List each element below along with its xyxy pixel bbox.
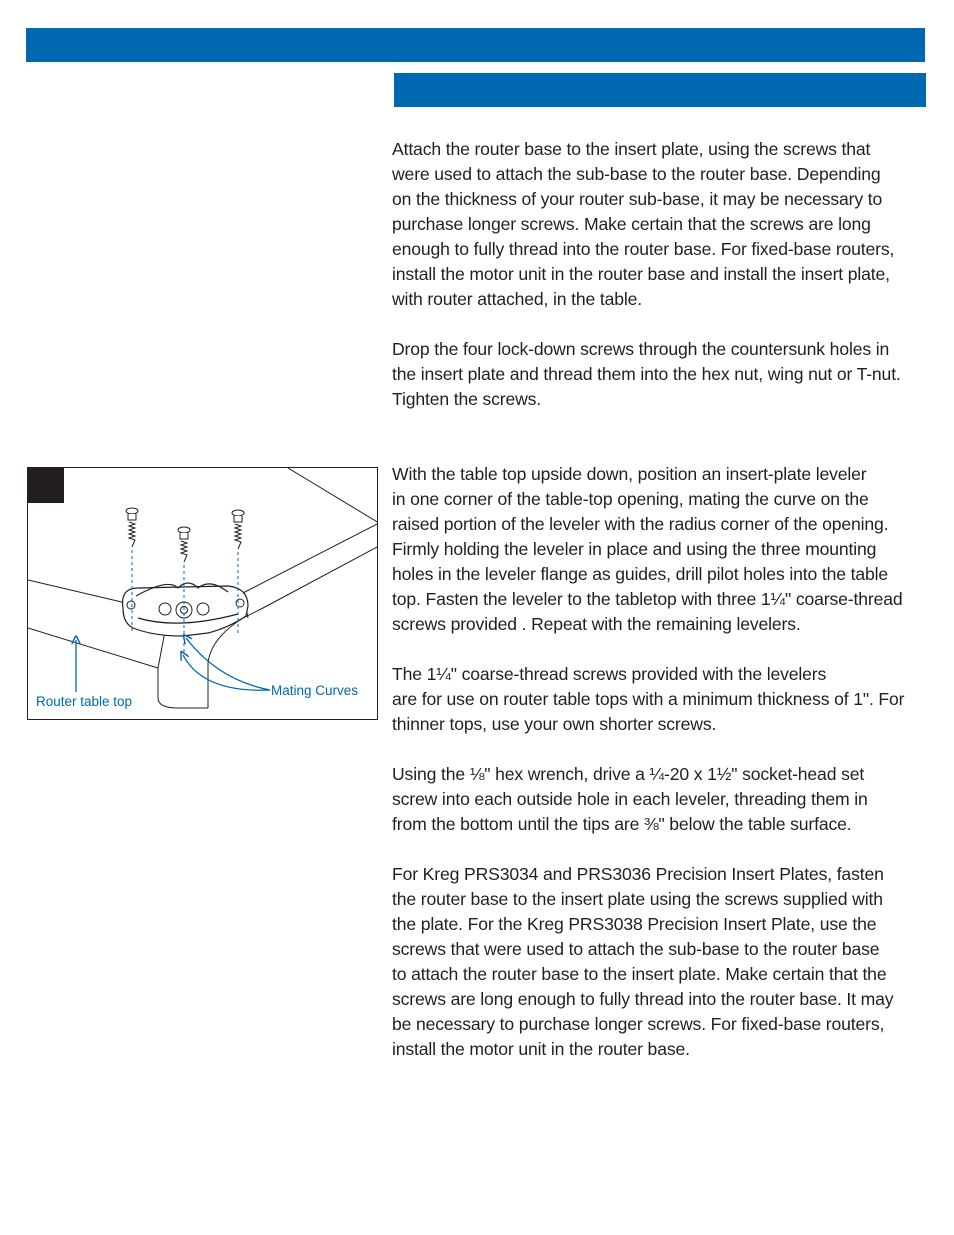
paragraph-attach-router: Attach the router base to the insert plate, using the screws that were used to attach the sub-base to the router base. Depending on the thickness of your router sub-base, it may be necessary to purchase longer screws. Make certain that the screws are long enough to fully thread into the router base. For fixed-base routers, install the motor unit in the router base and install the insert plate, with router attached, in the table. xyxy=(392,139,895,309)
paragraph-lockdown-screws: Drop the four lock-down screws through the countersunk holes in the insert plate and thread them into the hex nut, wing nut or T-nut. Tighten the screws. xyxy=(392,339,901,409)
step-number-box xyxy=(28,468,64,503)
paragraph-kreg-plates: For Kreg PRS3034 and PRS3036 Precision Insert Plates, fasten the router base to the insert plate using the screws supplied with the plate. For the Kreg PRS3038 Precision Insert Plate, use the screws that were used to attach the sub-base to the router base to attach the router base to the insert plate. Make certain that the screws are long enough to fully thread into the router base. It may be necessary to purchase longer screws. For fixed-base routers, install the motor unit in the router base. xyxy=(392,864,894,1059)
leveler-figure xyxy=(27,467,378,720)
callout-mating-curves: Mating Curves xyxy=(271,683,359,698)
header-bar xyxy=(26,28,925,62)
instructions-column xyxy=(392,137,932,1062)
paragraph-note-screws: The 1¼" coarse-thread screws provided with the levelers are for use on router table tops with a minimum thickness of 1". For thinner tops, use your own shorter screws. xyxy=(392,664,905,734)
callout-router-table-top: Router table top xyxy=(36,694,133,709)
paragraph-set-screws: Using the ⅛" hex wrench, drive a ¼-20 x 1½" socket-head set screw into each outside hole in each leveler, threading them in from the bottom until the tips are ⅜" below the table surface. xyxy=(392,764,868,834)
paragraph-position-leveler: With the table top upside down, position an insert-plate leveler in one corner of the table-top opening, mating the curve on the raised portion of the leveler with the radius corner of the opening. Firmly holding the leveler in place and using the three mounting holes in the leveler flange as guides, drill pilot holes into the table top. Fasten the leveler to the tabletop with three 1¼" coarse-thread screws provided . Repeat with the remaining levelers. xyxy=(392,464,903,634)
section-heading-bar xyxy=(394,73,926,107)
